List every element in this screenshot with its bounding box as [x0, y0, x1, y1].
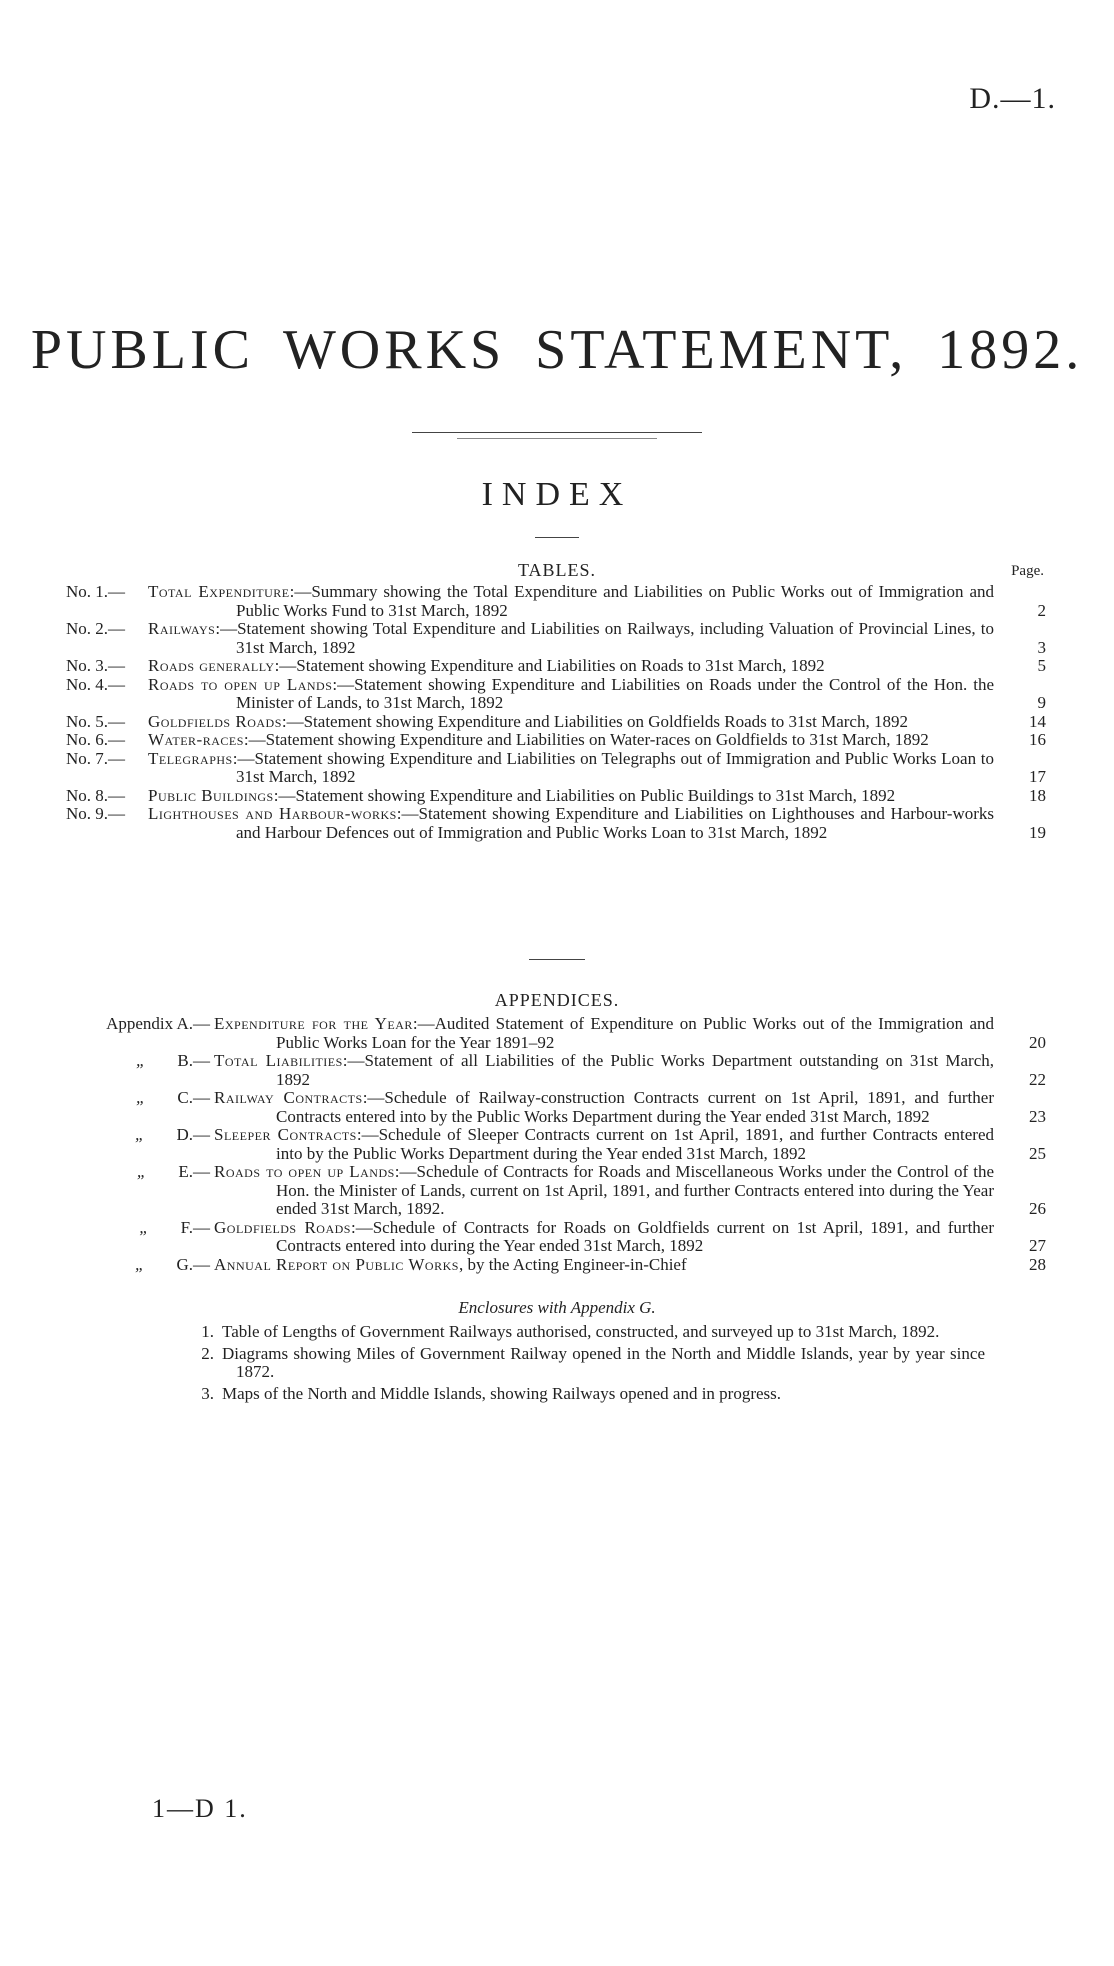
- appendix-number: „ E.—: [136, 1162, 210, 1181]
- enclosure-number: 3.: [201, 1383, 214, 1403]
- tables-heading: TABLES.: [517, 560, 597, 580]
- list-item: [190, 1323, 985, 1342]
- list-item: [66, 750, 1046, 787]
- list-item: [66, 1126, 1046, 1163]
- appendix-text: :—Schedule of Railway-construction Contracts current on 1st April, 1891, and further Contracts entered into by the Public Works Department during the Year ended 31st March, 1892: [276, 1088, 994, 1126]
- enclosure-number: 1.: [201, 1322, 214, 1341]
- appendix-text: :—Schedule of Contracts for Roads and Miscellaneous Works under the Control of the Hon. the Minister of Lands, current on 1st April, 1891, and further Contracts entered into during the Year ended 31st March, 1892.: [276, 1162, 995, 1218]
- table-number: No. 8.—: [66, 785, 126, 805]
- page-identifier: D.—1.: [969, 82, 1056, 115]
- appendix-description: [214, 1163, 994, 1219]
- table-description: [148, 787, 994, 806]
- table-description: [148, 750, 994, 787]
- index-divider: [535, 537, 579, 538]
- table-number: No. 3.—: [66, 656, 126, 675]
- appendix-description: [214, 1219, 994, 1256]
- table-caption: Public Buildings: [148, 785, 274, 805]
- list-item: [66, 805, 1046, 842]
- section-divider: [529, 959, 585, 960]
- page-number: 3: [1037, 637, 1046, 657]
- appendix-text: :—Schedule of Sleeper Contracts current on 1st April, 1891, and further Contracts entered into by the Public Works Department during the Year ended 31st March, 1892: [276, 1125, 994, 1163]
- ditto-mark: „: [139, 1217, 149, 1237]
- page-number: 14: [1029, 711, 1046, 731]
- list-item: [66, 713, 1046, 732]
- appendix-number: „ C.—: [135, 1088, 210, 1107]
- page-number: 18: [1029, 785, 1046, 805]
- table-number: No. 6.—: [66, 730, 126, 749]
- page-number: 16: [1029, 730, 1046, 749]
- table-description: [148, 583, 994, 620]
- table-text: :—Statement showing Expenditure and Liabilities on Roads under the Control of the Hon. the Minister of Lands, to 31st March, 1892: [236, 674, 994, 712]
- appendix-caption: Roads to open up Lands: [214, 1162, 395, 1181]
- list-item: [66, 1015, 1046, 1052]
- index-heading: INDEX: [481, 476, 633, 513]
- page-number: 26: [1029, 1199, 1046, 1218]
- page-number: 20: [1029, 1032, 1046, 1052]
- appendix-description: [214, 1256, 994, 1275]
- appendix-number: „ D.—: [135, 1125, 210, 1144]
- list-item: [66, 657, 1046, 676]
- list-item: [66, 731, 1046, 750]
- page-title: PUBLIC WORKS STATEMENT, 1892.: [30, 319, 1084, 381]
- table-caption: Water-races: [148, 730, 244, 749]
- appendix-caption: Goldfields Roads: [214, 1217, 351, 1237]
- ditto-mark: „: [135, 1088, 146, 1107]
- table-caption: Railways: [148, 619, 216, 638]
- appendix-text: , by the Acting Engineer-in-Chief: [458, 1254, 687, 1274]
- table-description: [148, 713, 994, 732]
- list-item: [66, 583, 1046, 620]
- enclosures-heading: Enclosures with Appendix G.: [458, 1298, 656, 1317]
- page-number: 9: [1037, 693, 1046, 712]
- page-number: 2: [1037, 600, 1046, 620]
- list-item: [66, 1163, 1046, 1219]
- table-text: :—Statement showing Expenditure and Liabilities on Public Buildings to 31st March, 1892: [273, 785, 896, 805]
- list-item: [66, 1089, 1046, 1126]
- table-description: [148, 657, 994, 676]
- appendix-number: „ F.—: [139, 1217, 210, 1237]
- table-number: No. 9.—: [66, 804, 126, 823]
- ditto-mark: „: [135, 1125, 145, 1144]
- page-number: 25: [1029, 1143, 1046, 1163]
- table-number: No. 2.—: [66, 619, 126, 638]
- table-number: No. 4.—: [66, 674, 126, 694]
- appendix-caption: Annual Report on Public Works: [214, 1254, 459, 1274]
- table-number: No. 5.—: [66, 711, 126, 731]
- table-caption: Roads to open up Lands: [148, 674, 333, 694]
- appendix-caption: Sleeper Contracts: [214, 1125, 357, 1144]
- appendix-number: Appendix A.—: [106, 1014, 210, 1033]
- table-text: :—Statement showing Expenditure and Liabilities on Water-races on Goldfields to 31st March, 1892: [243, 730, 929, 749]
- page-number: 28: [1029, 1254, 1046, 1274]
- table-description: [148, 620, 994, 657]
- page-number: 22: [1029, 1069, 1046, 1089]
- appendix-number: „ B.—: [135, 1051, 210, 1070]
- table-caption: Total Expenditure: [148, 582, 290, 601]
- appendix-caption: Expenditure for the Year: [214, 1014, 413, 1033]
- table-text: :—Statement showing Expenditure and Liabilities on Roads to 31st March, 1892: [274, 656, 825, 675]
- table-caption: Roads generally: [148, 656, 275, 675]
- page-number: 17: [1029, 767, 1046, 786]
- appendix-description: [214, 1126, 994, 1163]
- enclosure-text: Maps of the North and Middle Islands, showing Railways opened and in progress.: [222, 1383, 782, 1403]
- page-number: 27: [1029, 1236, 1046, 1255]
- table-text: :—Statement showing Expenditure and Liabilities on Goldfields Roads to 31st March, 1892: [281, 711, 908, 731]
- table-number: No. 7.—: [66, 748, 126, 768]
- appendix-description: [214, 1052, 994, 1089]
- title-divider: [412, 432, 702, 433]
- appendix-text: :—Statement of all Liabilities of the Public Works Department outstanding on 31st March, 1892: [276, 1051, 994, 1089]
- appendix-description: [214, 1015, 994, 1052]
- list-item: [190, 1345, 985, 1382]
- table-caption: Goldfields Roads: [148, 711, 282, 731]
- appendix-caption: Total Liabilities: [214, 1051, 343, 1070]
- table-number: No. 1.—: [66, 582, 126, 601]
- page-column-label: Page.: [1011, 563, 1044, 579]
- printer-signature: 1—D 1.: [152, 1794, 248, 1823]
- table-text: :—Statement showing Total Expenditure and Liabilities on Railways, including Valuation of Provincial Lines, to 31st March, 1892: [215, 619, 994, 657]
- ditto-mark: „: [135, 1051, 146, 1070]
- page-number: 19: [1029, 822, 1046, 842]
- list-item: [66, 787, 1046, 806]
- enclosure-text: Diagrams showing Miles of Government Railway opened in the North and Middle Islands, year by year since 1872.: [222, 1343, 985, 1381]
- appendices-list: [66, 1015, 1046, 1274]
- appendix-description: [214, 1089, 994, 1126]
- list-item: [66, 1256, 1046, 1275]
- ditto-mark: „: [135, 1254, 145, 1274]
- table-description: [148, 805, 994, 842]
- table-caption: Lighthouses and Harbour-works: [148, 804, 397, 823]
- list-item: [190, 1385, 985, 1404]
- appendix-text: :—Audited Statement of Expenditure on Public Works out of the Immigration and Public Works Loan for the Year 1891–92: [276, 1014, 994, 1052]
- table-text: :—Summary showing the Total Expenditure and Liabilities on Public Works out of Immigration and Public Works Fund to 31st March, 1892: [236, 582, 994, 620]
- ditto-mark: „: [136, 1162, 147, 1181]
- appendix-number: „ G.—: [135, 1254, 210, 1274]
- enclosures-list: [190, 1323, 985, 1406]
- appendices-heading: APPENDICES.: [494, 990, 620, 1010]
- table-description: [148, 676, 994, 713]
- appendix-caption: Railway Contracts: [214, 1088, 363, 1107]
- appendix-text: :—Schedule of Contracts for Roads on Goldfields current on 1st April, 1891, and further Contracts entered into during the Year ended 31st March, 1892: [276, 1217, 994, 1255]
- table-caption: Telegraphs: [148, 748, 233, 768]
- table-text: :—Statement showing Expenditure and Liabilities on Lighthouses and Harbour-works and Harbour Defences out of Immigration and Public Works Loan to 31st March, 1892: [236, 804, 994, 842]
- page-number: 5: [1037, 656, 1046, 675]
- enclosure-text: Table of Lengths of Government Railways authorised, constructed, and surveyed up to 31st March, 1892.: [222, 1322, 940, 1341]
- list-item: [66, 1219, 1046, 1256]
- table-description: [148, 731, 994, 750]
- tables-list: [66, 583, 1046, 842]
- list-item: [66, 1052, 1046, 1089]
- table-text: :—Statement showing Expenditure and Liabilities on Telegraphs out of Immigration and Public Works Loan to 31st March, 1892: [232, 748, 994, 786]
- list-item: [66, 676, 1046, 713]
- enclosure-number: 2.: [201, 1343, 214, 1363]
- page-number: 23: [1029, 1106, 1046, 1126]
- title-divider-thin: [457, 438, 657, 439]
- list-item: [66, 620, 1046, 657]
